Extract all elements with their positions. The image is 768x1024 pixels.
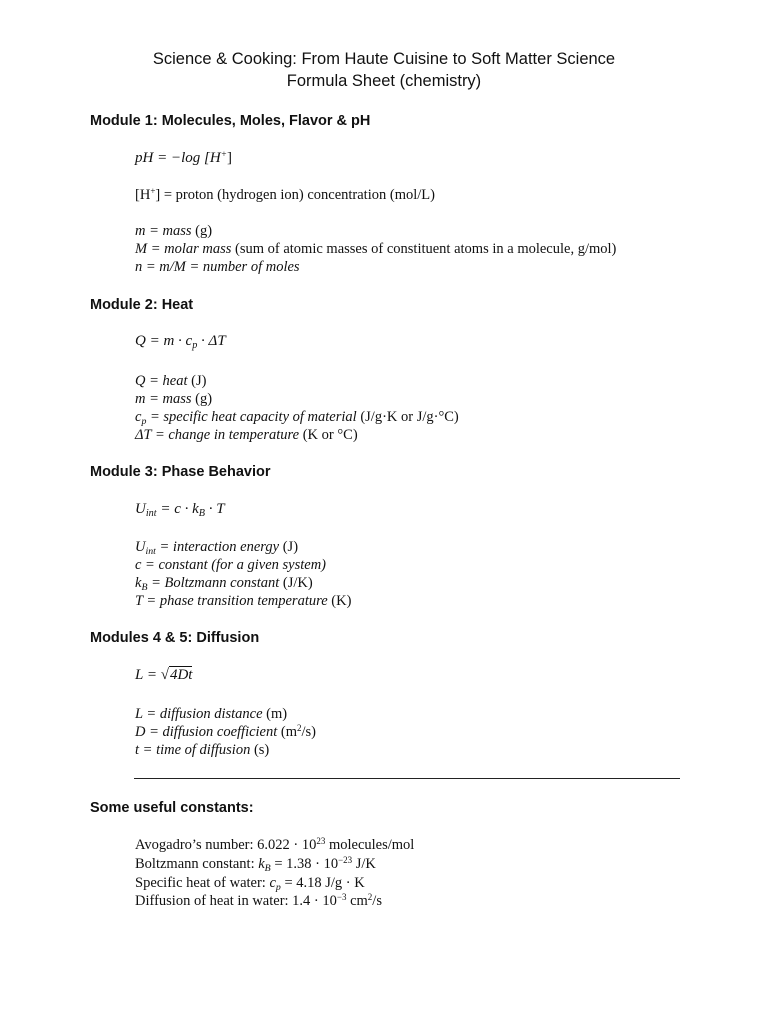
heat-equation: $Q = m \cdot c_p \cdot \Delta T$ — [135, 333, 226, 352]
water-specific-heat: Specific heat of water: $c_p = 4.18$ J/g · K — [135, 875, 365, 893]
avogadro-constant: Avogadro’s number: $6.022 \cdot 10^{23}$ molecules/mol — [135, 836, 415, 853]
module-1-heading: Module 1: Molecules, Moles, Flavor & pH — [90, 113, 371, 129]
diffusion-coefficient-definition: D = diffusion coefficient $(m^2/s)$ — [135, 723, 317, 740]
constant-definition: c = constant (for a given system) — [135, 557, 326, 573]
title-line-2: Formula Sheet (chemistry) — [286, 72, 482, 90]
moles-definition: n = m/M = number of moles — [135, 259, 300, 275]
heat-definition: Q = heat (J) — [135, 373, 207, 389]
molar-mass-definition: M = molar mass (sum of atomic masses of constituent atoms in a molecule, g/mol) — [135, 241, 617, 257]
boltzmann-definition: $k_B$ = Boltzmann constant (J/K) — [135, 575, 313, 593]
module-3-heading: Module 3: Phase Behavior — [90, 464, 271, 480]
constants-heading: Some useful constants: — [90, 800, 254, 816]
module-2-heading: Module 2: Heat — [90, 297, 194, 313]
diffusion-time-definition: t = time of diffusion (s) — [135, 742, 270, 758]
title-line-1: Science & Cooking: From Haute Cuisine to Soft Matter Science — [152, 50, 616, 68]
mass-definition-2: m = mass (g) — [135, 391, 213, 407]
ph-equation: pH = −log [H+] — [135, 149, 232, 166]
diffusion-distance-definition: L = diffusion distance (m) — [135, 706, 288, 722]
temperature-change-definition: ΔT = change in temperature (K or °C) — [135, 427, 358, 443]
h-definition: [H+] = proton (hydrogen ion) concentration (mol/L) — [135, 186, 435, 203]
interaction-energy-definition: $U_{int}$ = interaction energy (J) — [135, 539, 299, 557]
modules-4-5-heading: Modules 4 & 5: Diffusion — [90, 630, 260, 646]
boltzmann-constant: Boltzmann constant: $k_B = 1.38 \cdot 10^{-23}$ J/K — [135, 855, 376, 874]
heat-diffusion-water: Diffusion of heat in water: $1.4 \cdot 10^{-3}$ $cm^2/s$ — [135, 892, 382, 909]
diffusion-equation: L = √4Dt — [135, 667, 193, 683]
mass-definition: m = mass (g) — [135, 223, 213, 239]
interaction-energy-equation: $U_{int} = c \cdot k_B \cdot T$ — [135, 501, 225, 520]
section-divider — [134, 778, 680, 779]
specific-heat-definition: $c_p$ = specific heat capacity of material (J/g·K or J/g·°C) — [135, 409, 459, 427]
transition-temperature-definition: T = phase transition temperature (K) — [135, 593, 352, 609]
